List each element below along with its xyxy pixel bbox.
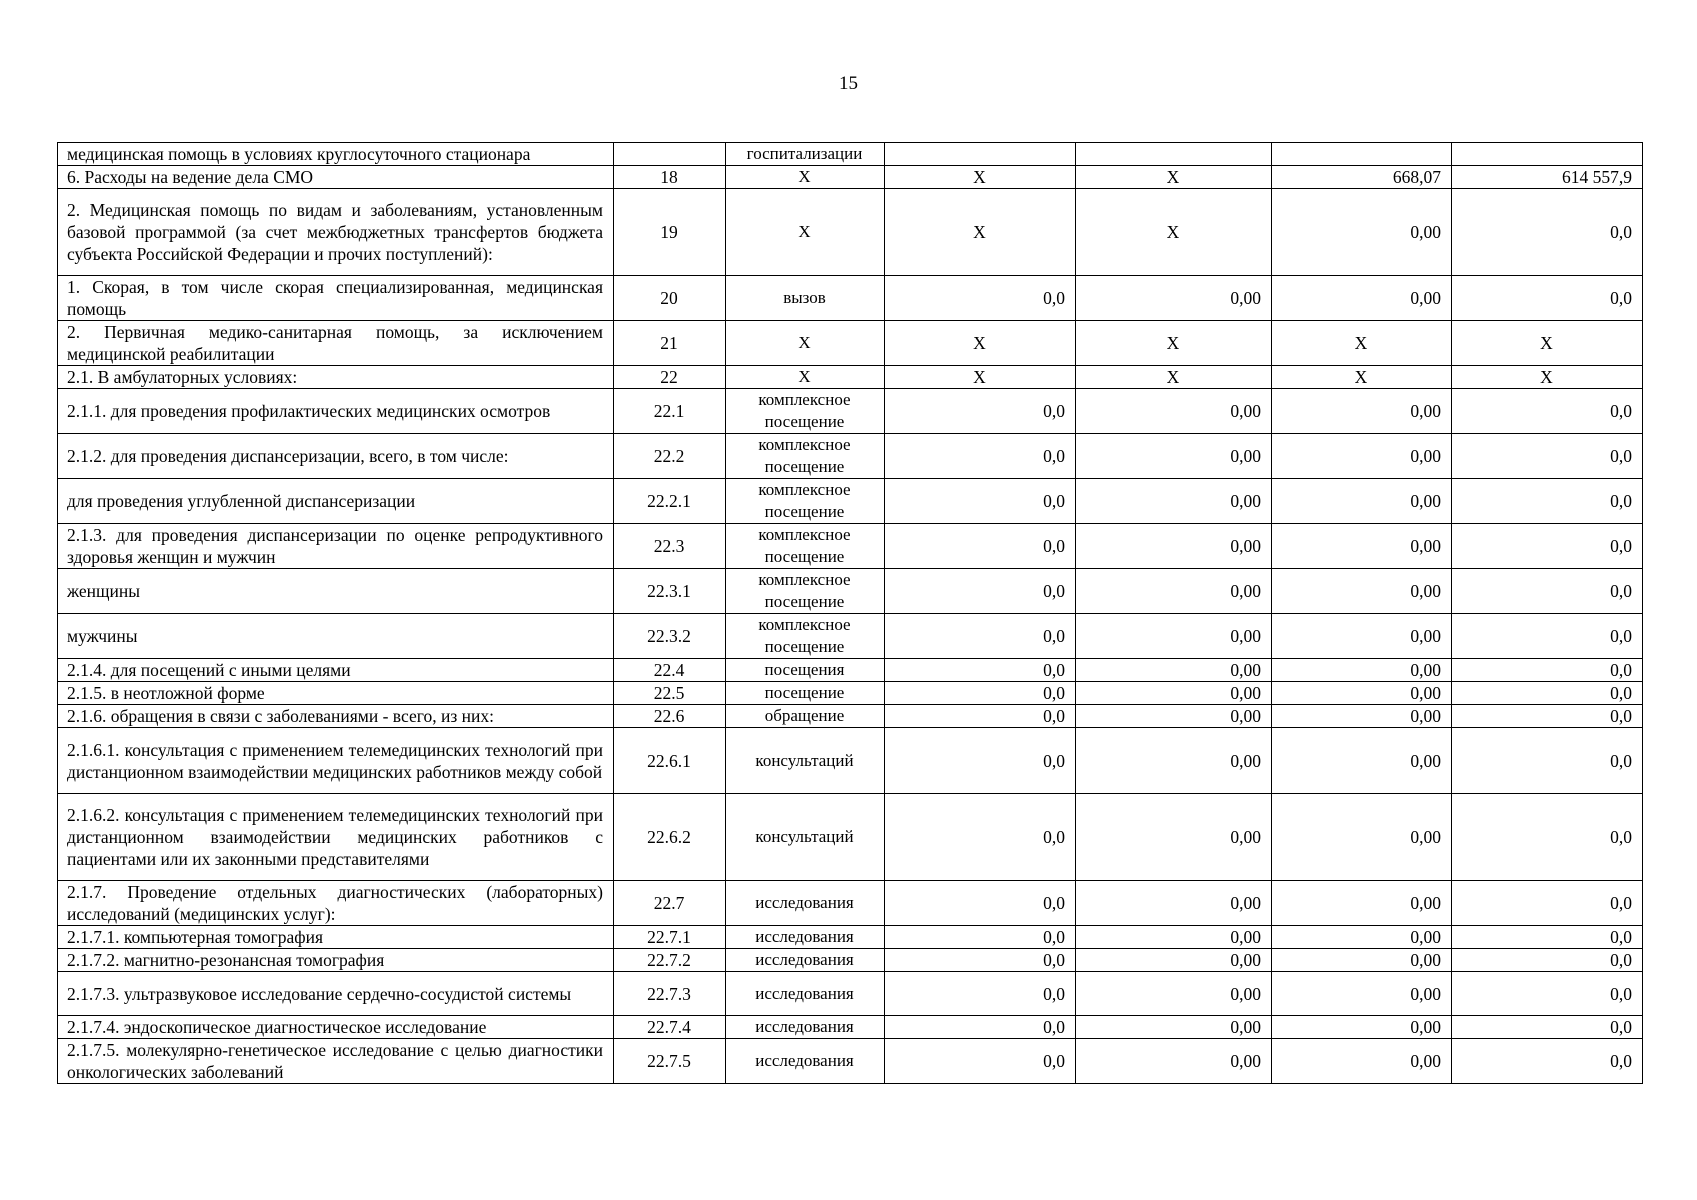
col4-value-cell: 0,0 — [1452, 728, 1643, 794]
col3-value-cell: 0,00 — [1272, 705, 1452, 728]
col2-value-cell: 0,00 — [1076, 728, 1272, 794]
col4-value-cell: Х — [1452, 366, 1643, 389]
col3-value-cell: 0,00 — [1272, 479, 1452, 524]
row-code-cell: 22.7.2 — [614, 949, 726, 972]
table-row — [58, 972, 1643, 1016]
col2-value-cell: 0,00 — [1076, 659, 1272, 682]
row-name-cell: 2.1.7. Проведение отдельных диагностических (лабораторных) исследований (медицинских услуг): — [58, 881, 614, 926]
col4-value-cell: 0,0 — [1452, 189, 1643, 276]
col4-value-cell: 0,0 — [1452, 276, 1643, 321]
page-number: 15 — [839, 73, 858, 94]
col1-value-cell — [885, 143, 1076, 166]
col2-value-cell: 0,00 — [1076, 794, 1272, 881]
table-row — [58, 614, 1643, 659]
row-code-cell: 22.5 — [614, 682, 726, 705]
col2-value-cell: 0,00 — [1076, 1016, 1272, 1039]
row-unit-cell: комплексное посещение — [726, 479, 885, 524]
table-row — [58, 926, 1643, 949]
table-row — [58, 434, 1643, 479]
row-name-cell: 2. Медицинская помощь по видам и заболеваниям, установленным базовой программой (за счет межбюджетных трансфертов бюджета субъекта Российской Федерации и прочих поступлений): — [58, 189, 614, 276]
row-name-cell: 2. Первичная медико-санитарная помощь, за исключением медицинской реабилитации — [58, 321, 614, 366]
col3-value-cell: 0,00 — [1272, 949, 1452, 972]
row-code-cell: 22.7.1 — [614, 926, 726, 949]
col1-value-cell: 0,0 — [885, 881, 1076, 926]
col3-value-cell: 0,00 — [1272, 926, 1452, 949]
col4-value-cell: 0,0 — [1452, 682, 1643, 705]
row-code-cell: 22.3.1 — [614, 569, 726, 614]
row-name-cell: 1. Скорая, в том числе скорая специализированная, медицинская помощь — [58, 276, 614, 321]
col4-value-cell: 0,0 — [1452, 881, 1643, 926]
row-name-cell: 2.1.6. обращения в связи с заболеваниями - всего, из них: — [58, 705, 614, 728]
col2-value-cell: Х — [1076, 166, 1272, 189]
table-row — [58, 1039, 1643, 1084]
table-row — [58, 881, 1643, 926]
col2-value-cell — [1076, 143, 1272, 166]
row-name-cell: 2.1.3. для проведения диспансеризации по оценке репродуктивного здоровья женщин и мужчин — [58, 524, 614, 569]
row-code-cell: 22.7 — [614, 881, 726, 926]
col4-value-cell: 0,0 — [1452, 614, 1643, 659]
col2-value-cell: 0,00 — [1076, 949, 1272, 972]
col2-value-cell: Х — [1076, 189, 1272, 276]
col2-value-cell: 0,00 — [1076, 1039, 1272, 1084]
row-unit-cell: исследования — [726, 926, 885, 949]
table-row — [58, 949, 1643, 972]
table-row — [58, 1016, 1643, 1039]
col1-value-cell: 0,0 — [885, 614, 1076, 659]
row-unit-cell: комплексное посещение — [726, 569, 885, 614]
col1-value-cell: 0,0 — [885, 479, 1076, 524]
row-unit-cell: комплексное посещение — [726, 524, 885, 569]
col2-value-cell: 0,00 — [1076, 434, 1272, 479]
col3-value-cell: 0,00 — [1272, 434, 1452, 479]
table-row — [58, 389, 1643, 434]
col1-value-cell: 0,0 — [885, 569, 1076, 614]
table-row — [58, 569, 1643, 614]
table-row — [58, 794, 1643, 881]
col2-value-cell: 0,00 — [1076, 926, 1272, 949]
col2-value-cell: 0,00 — [1076, 614, 1272, 659]
col2-value-cell: 0,00 — [1076, 389, 1272, 434]
row-name-cell: 6. Расходы на ведение дела СМО — [58, 166, 614, 189]
row-name-cell: 2.1.2. для проведения диспансеризации, всего, в том числе: — [58, 434, 614, 479]
col2-value-cell: 0,00 — [1076, 972, 1272, 1016]
col1-value-cell: 0,0 — [885, 524, 1076, 569]
col3-value-cell: 0,00 — [1272, 972, 1452, 1016]
row-name-cell: 2.1.6.2. консультация с применением телемедицинских технологий при дистанционном взаимодействии медицинских работников с пациентами или их законными представителями — [58, 794, 614, 881]
row-unit-cell: Х — [726, 366, 885, 389]
row-unit-cell: обращение — [726, 705, 885, 728]
row-code-cell: 21 — [614, 321, 726, 366]
col3-value-cell: 0,00 — [1272, 524, 1452, 569]
row-unit-cell: госпитализации — [726, 143, 885, 166]
row-unit-cell: консультаций — [726, 728, 885, 794]
row-name-cell: 2.1.7.5. молекулярно-генетическое исследование с целью диагностики онкологических заболеваний — [58, 1039, 614, 1084]
col4-value-cell: 0,0 — [1452, 659, 1643, 682]
col2-value-cell: Х — [1076, 321, 1272, 366]
col3-value-cell: 0,00 — [1272, 276, 1452, 321]
row-code-cell: 22.6.1 — [614, 728, 726, 794]
row-code-cell: 22.6.2 — [614, 794, 726, 881]
row-name-cell: 2.1. В амбулаторных условиях: — [58, 366, 614, 389]
col1-value-cell: 0,0 — [885, 659, 1076, 682]
row-code-cell: 22.3 — [614, 524, 726, 569]
col3-value-cell: 0,00 — [1272, 614, 1452, 659]
col4-value-cell: 0,0 — [1452, 479, 1643, 524]
col1-value-cell: 0,0 — [885, 926, 1076, 949]
row-unit-cell: исследования — [726, 1016, 885, 1039]
table-row — [58, 189, 1643, 276]
table-row — [58, 143, 1643, 166]
col3-value-cell: 0,00 — [1272, 682, 1452, 705]
data-table — [57, 142, 1643, 1084]
col2-value-cell: 0,00 — [1076, 705, 1272, 728]
col3-value-cell: Х — [1272, 366, 1452, 389]
col3-value-cell: Х — [1272, 321, 1452, 366]
row-unit-cell: исследования — [726, 1039, 885, 1084]
col3-value-cell: 0,00 — [1272, 1016, 1452, 1039]
row-unit-cell: комплексное посещение — [726, 434, 885, 479]
col4-value-cell: 0,0 — [1452, 1039, 1643, 1084]
col4-value-cell: 0,0 — [1452, 794, 1643, 881]
col2-value-cell: 0,00 — [1076, 569, 1272, 614]
row-name-cell: 2.1.6.1. консультация с применением телемедицинских технологий при дистанционном взаимодействии медицинских работников между собой — [58, 728, 614, 794]
col4-value-cell: 0,0 — [1452, 949, 1643, 972]
row-unit-cell: комплексное посещение — [726, 389, 885, 434]
col1-value-cell: 0,0 — [885, 728, 1076, 794]
col3-value-cell: 0,00 — [1272, 1039, 1452, 1084]
row-name-cell: мужчины — [58, 614, 614, 659]
col4-value-cell: 0,0 — [1452, 972, 1643, 1016]
col1-value-cell: Х — [885, 321, 1076, 366]
row-name-cell: 2.1.7.1. компьютерная томография — [58, 926, 614, 949]
col2-value-cell: 0,00 — [1076, 276, 1272, 321]
row-code-cell: 22.4 — [614, 659, 726, 682]
col1-value-cell: Х — [885, 166, 1076, 189]
row-unit-cell: исследования — [726, 881, 885, 926]
row-code-cell: 18 — [614, 166, 726, 189]
col3-value-cell: 0,00 — [1272, 728, 1452, 794]
row-unit-cell: исследования — [726, 972, 885, 1016]
row-name-cell: медицинская помощь в условиях круглосуточного стационара — [58, 143, 614, 166]
col4-value-cell: 0,0 — [1452, 389, 1643, 434]
row-unit-cell: Х — [726, 321, 885, 366]
col1-value-cell: 0,0 — [885, 276, 1076, 321]
col1-value-cell: Х — [885, 366, 1076, 389]
table-row — [58, 659, 1643, 682]
row-code-cell: 22.6 — [614, 705, 726, 728]
col3-value-cell: 0,00 — [1272, 389, 1452, 434]
row-unit-cell: консультаций — [726, 794, 885, 881]
col1-value-cell: 0,0 — [885, 972, 1076, 1016]
col4-value-cell: 0,0 — [1452, 569, 1643, 614]
row-unit-cell: исследования — [726, 949, 885, 972]
col1-value-cell: 0,0 — [885, 389, 1076, 434]
col4-value-cell — [1452, 143, 1643, 166]
row-unit-cell: Х — [726, 166, 885, 189]
col1-value-cell: 0,0 — [885, 949, 1076, 972]
table-row — [58, 321, 1643, 366]
table-row — [58, 366, 1643, 389]
col1-value-cell: 0,0 — [885, 434, 1076, 479]
row-code-cell: 22.7.3 — [614, 972, 726, 1016]
table-row — [58, 479, 1643, 524]
row-code-cell: 22.1 — [614, 389, 726, 434]
col2-value-cell: 0,00 — [1076, 682, 1272, 705]
row-unit-cell: посещения — [726, 659, 885, 682]
col3-value-cell — [1272, 143, 1452, 166]
col2-value-cell: 0,00 — [1076, 881, 1272, 926]
col1-value-cell: 0,0 — [885, 705, 1076, 728]
row-code-cell: 22.7.4 — [614, 1016, 726, 1039]
col2-value-cell: 0,00 — [1076, 479, 1272, 524]
row-name-cell: 2.1.7.3. ультразвуковое исследование сердечно-сосудистой системы — [58, 972, 614, 1016]
row-unit-cell: посещение — [726, 682, 885, 705]
col1-value-cell: 0,0 — [885, 794, 1076, 881]
table-row — [58, 524, 1643, 569]
col1-value-cell: Х — [885, 189, 1076, 276]
row-name-cell: для проведения углубленной диспансеризации — [58, 479, 614, 524]
row-name-cell: 2.1.7.4. эндоскопическое диагностическое исследование — [58, 1016, 614, 1039]
table-row — [58, 276, 1643, 321]
col3-value-cell: 668,07 — [1272, 166, 1452, 189]
col3-value-cell: 0,00 — [1272, 794, 1452, 881]
table-row — [58, 682, 1643, 705]
col2-value-cell: Х — [1076, 366, 1272, 389]
table-row — [58, 728, 1643, 794]
row-unit-cell: вызов — [726, 276, 885, 321]
row-code-cell: 22.3.2 — [614, 614, 726, 659]
row-code-cell: 20 — [614, 276, 726, 321]
col4-value-cell: 614 557,9 — [1452, 166, 1643, 189]
row-name-cell: женщины — [58, 569, 614, 614]
row-name-cell: 2.1.1. для проведения профилактических медицинских осмотров — [58, 389, 614, 434]
col1-value-cell: 0,0 — [885, 1016, 1076, 1039]
row-name-cell: 2.1.7.2. магнитно-резонансная томография — [58, 949, 614, 972]
col3-value-cell: 0,00 — [1272, 569, 1452, 614]
row-code-cell — [614, 143, 726, 166]
row-unit-cell: Х — [726, 189, 885, 276]
col4-value-cell: 0,0 — [1452, 705, 1643, 728]
row-name-cell: 2.1.5. в неотложной форме — [58, 682, 614, 705]
col3-value-cell: 0,00 — [1272, 189, 1452, 276]
col1-value-cell: 0,0 — [885, 1039, 1076, 1084]
col4-value-cell: 0,0 — [1452, 926, 1643, 949]
col2-value-cell: 0,00 — [1076, 524, 1272, 569]
col1-value-cell: 0,0 — [885, 682, 1076, 705]
col4-value-cell: Х — [1452, 321, 1643, 366]
row-code-cell: 22.7.5 — [614, 1039, 726, 1084]
table-row — [58, 166, 1643, 189]
table-row — [58, 705, 1643, 728]
col4-value-cell: 0,0 — [1452, 524, 1643, 569]
table-body — [58, 143, 1643, 1084]
col3-value-cell: 0,00 — [1272, 659, 1452, 682]
row-code-cell: 22 — [614, 366, 726, 389]
row-code-cell: 22.2 — [614, 434, 726, 479]
row-code-cell: 22.2.1 — [614, 479, 726, 524]
col4-value-cell: 0,0 — [1452, 1016, 1643, 1039]
col3-value-cell: 0,00 — [1272, 881, 1452, 926]
col4-value-cell: 0,0 — [1452, 434, 1643, 479]
row-unit-cell: комплексное посещение — [726, 614, 885, 659]
row-name-cell: 2.1.4. для посещений с иными целями — [58, 659, 614, 682]
row-code-cell: 19 — [614, 189, 726, 276]
